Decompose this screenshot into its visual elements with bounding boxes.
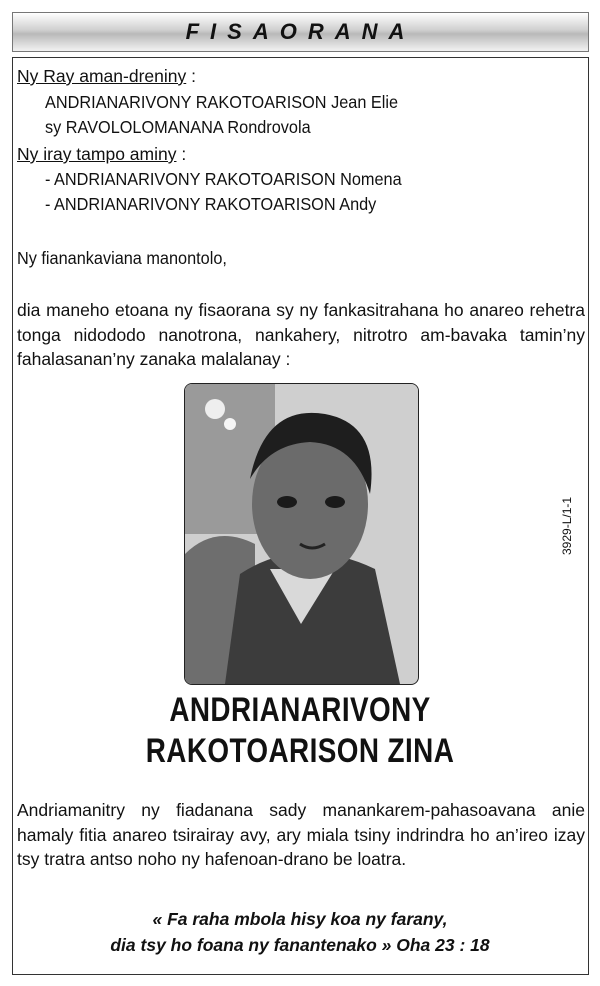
reference-code: 3929-L/1-1 — [560, 496, 574, 555]
closing-paragraph: Andriamanitry ny fiadanana sady manankarem-pahasoavana anie hamaly fitia anareo tsirairay avy, ary miala tsiny indrindra ho an’ireo izay tsy tratra antso noho ny hafenoan-drano be loatra. — [17, 800, 585, 869]
page-title: FISAORANA — [185, 19, 416, 44]
deceased-name-line-1: ANDRIANARIVONY — [169, 691, 431, 729]
parents-heading — [17, 65, 196, 87]
deceased-name-line-2: RAKOTOARISON ZINA — [145, 732, 455, 770]
portrait-illustration — [185, 384, 418, 684]
parents-sep: : — [186, 66, 196, 86]
thanks-paragraph: dia maneho etoana ny fisaorana sy ny fankasitrahana ho anareo rehetra tonga nidododo nanotrona, nankahery, nitrotro am-bavaka tamin’ny fahalasanan’ny zanaka malalanay : — [17, 300, 585, 369]
deceased-photo — [184, 383, 419, 685]
parent-line-1: ANDRIANARIVONY RAKOTOARISON Jean Elie — [45, 92, 399, 112]
parents-label: Ny Ray aman-dreniny — [17, 66, 187, 86]
family-line: Ny fianankaviana manontolo, — [17, 248, 227, 268]
siblings-heading — [17, 143, 186, 165]
header-banner — [12, 12, 589, 52]
sibling-item: - ANDRIANARIVONY RAKOTOARISON Andy — [45, 194, 377, 214]
siblings-sep: : — [176, 144, 187, 164]
quote-line-2: dia tsy ho foana ny fanantenako » Oha 23 : 18 — [110, 935, 490, 955]
parent-line-2: sy RAVOLOLOMANANA Rondrovola — [45, 117, 311, 137]
quote-line-1: « Fa raha mbola hisy koa ny farany, — [152, 909, 448, 929]
sibling-item: - ANDRIANARIVONY RAKOTOARISON Nomena — [45, 169, 402, 189]
siblings-label: Ny iray tampo aminy — [17, 144, 177, 164]
